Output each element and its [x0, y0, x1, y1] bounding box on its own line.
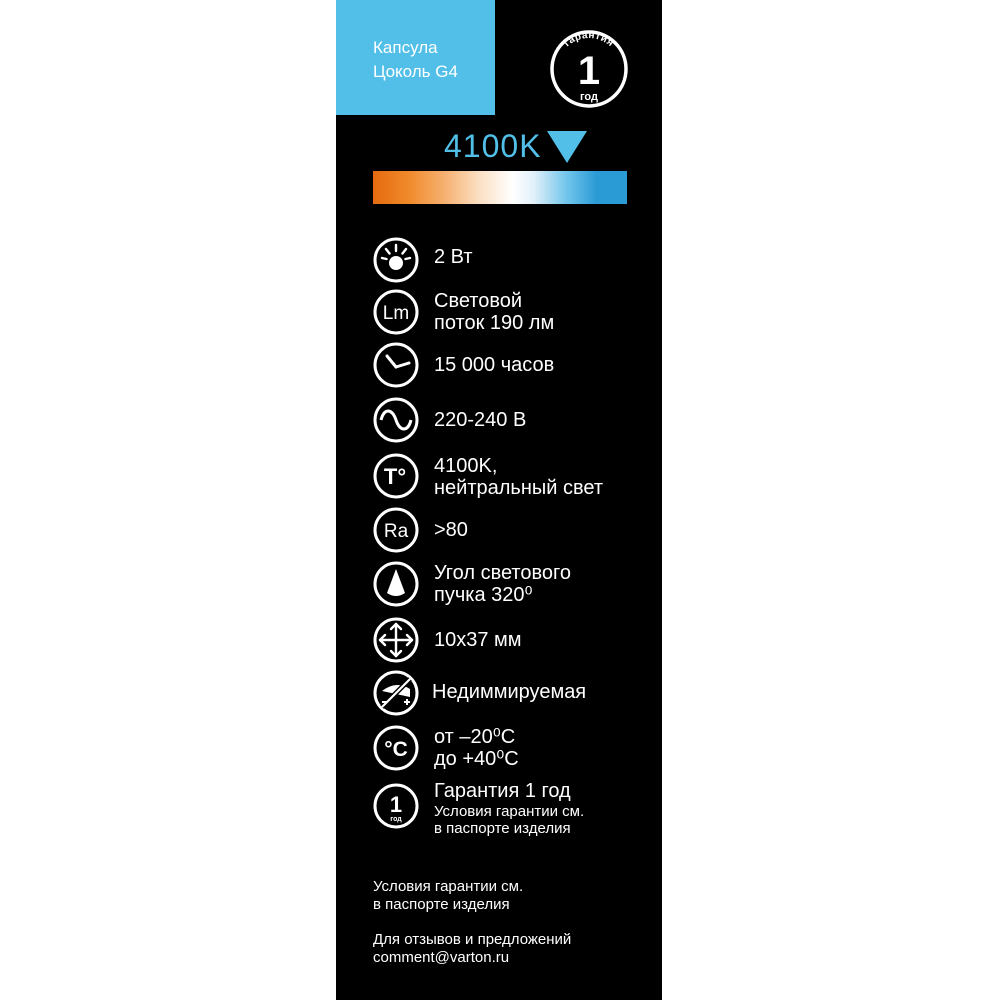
- footer-warranty-line1: Условия гарантии см.: [373, 878, 524, 895]
- spec-warranty-line2: Условия гарантии см.: [434, 803, 585, 820]
- temperature-icon-text: T°: [383, 464, 407, 489]
- warranty-badge-icon: [548, 28, 630, 110]
- bulb-power-icon: [372, 236, 420, 284]
- capsule-label-box: [336, 0, 495, 115]
- color-temperature-label: 4100K: [444, 128, 542, 164]
- spec-temp-range-line2: до +40⁰С: [434, 748, 519, 770]
- spec-power-text: 2 Вт: [434, 246, 473, 268]
- spec-dimmability-text: Недиммируемая: [432, 681, 587, 703]
- spec-voltage-text: 220-240 В: [434, 409, 527, 431]
- spec-warranty-line3: в паспорте изделия: [434, 820, 571, 837]
- spec-lifetime-text: 15 000 часов: [434, 354, 555, 376]
- celsius-icon-text: °C: [384, 738, 408, 761]
- ra-icon: [372, 506, 420, 554]
- capsule-type: Капсула: [373, 38, 438, 57]
- spec-temp-line2: нейтральный свет: [434, 477, 604, 499]
- warranty-badge-number: 1: [577, 49, 601, 93]
- warranty-icon-number: 1: [389, 792, 403, 817]
- spec-beam-line2: пучка 320⁰: [434, 584, 533, 606]
- sine-wave-icon: [372, 396, 420, 444]
- warranty-badge-bottom: год: [580, 91, 598, 103]
- temperature-t-icon: [372, 452, 420, 500]
- spec-ra-text: >80: [434, 519, 468, 541]
- spec-temp-line1: 4100K,: [434, 455, 498, 477]
- warranty-icon-subtext: год: [390, 816, 402, 823]
- dimensions-arrows-icon: [372, 616, 420, 664]
- socket-type: Цоколь G4: [373, 62, 458, 81]
- clock-icon: [372, 341, 420, 389]
- color-spectrum-bar: [373, 171, 627, 204]
- spec-flux-line2: поток 190 лм: [434, 312, 555, 334]
- spec-temp-range-line1: от –20⁰С: [434, 726, 516, 748]
- spec-beam-line1: Угол светового: [434, 562, 571, 584]
- spec-flux-line1: Световой: [434, 290, 523, 312]
- footer-email: comment@varton.ru: [373, 949, 510, 966]
- ra-icon-text: Ra: [383, 521, 409, 542]
- product-info-panel: [336, 0, 662, 1000]
- color-temperature-header: [444, 126, 588, 166]
- lumen-icon-text: Lm: [382, 303, 410, 324]
- celsius-icon: [372, 724, 420, 772]
- spec-warranty-title: Гарантия 1 год: [434, 780, 571, 802]
- footer-feedback-line: Для отзывов и предложений: [373, 931, 572, 948]
- beam-angle-icon: [372, 560, 420, 608]
- warranty-1-icon: [372, 782, 420, 830]
- non-dimmable-icon: [372, 669, 420, 717]
- footer-warranty-line2: в паспорте изделия: [373, 896, 510, 913]
- down-triangle-icon: [546, 128, 588, 164]
- lumen-icon: [372, 288, 420, 336]
- svg-text:гарантия: [562, 30, 616, 49]
- warranty-badge-top: гарантия: [561, 29, 616, 50]
- spec-dimensions-text: 10x37 мм: [434, 629, 522, 651]
